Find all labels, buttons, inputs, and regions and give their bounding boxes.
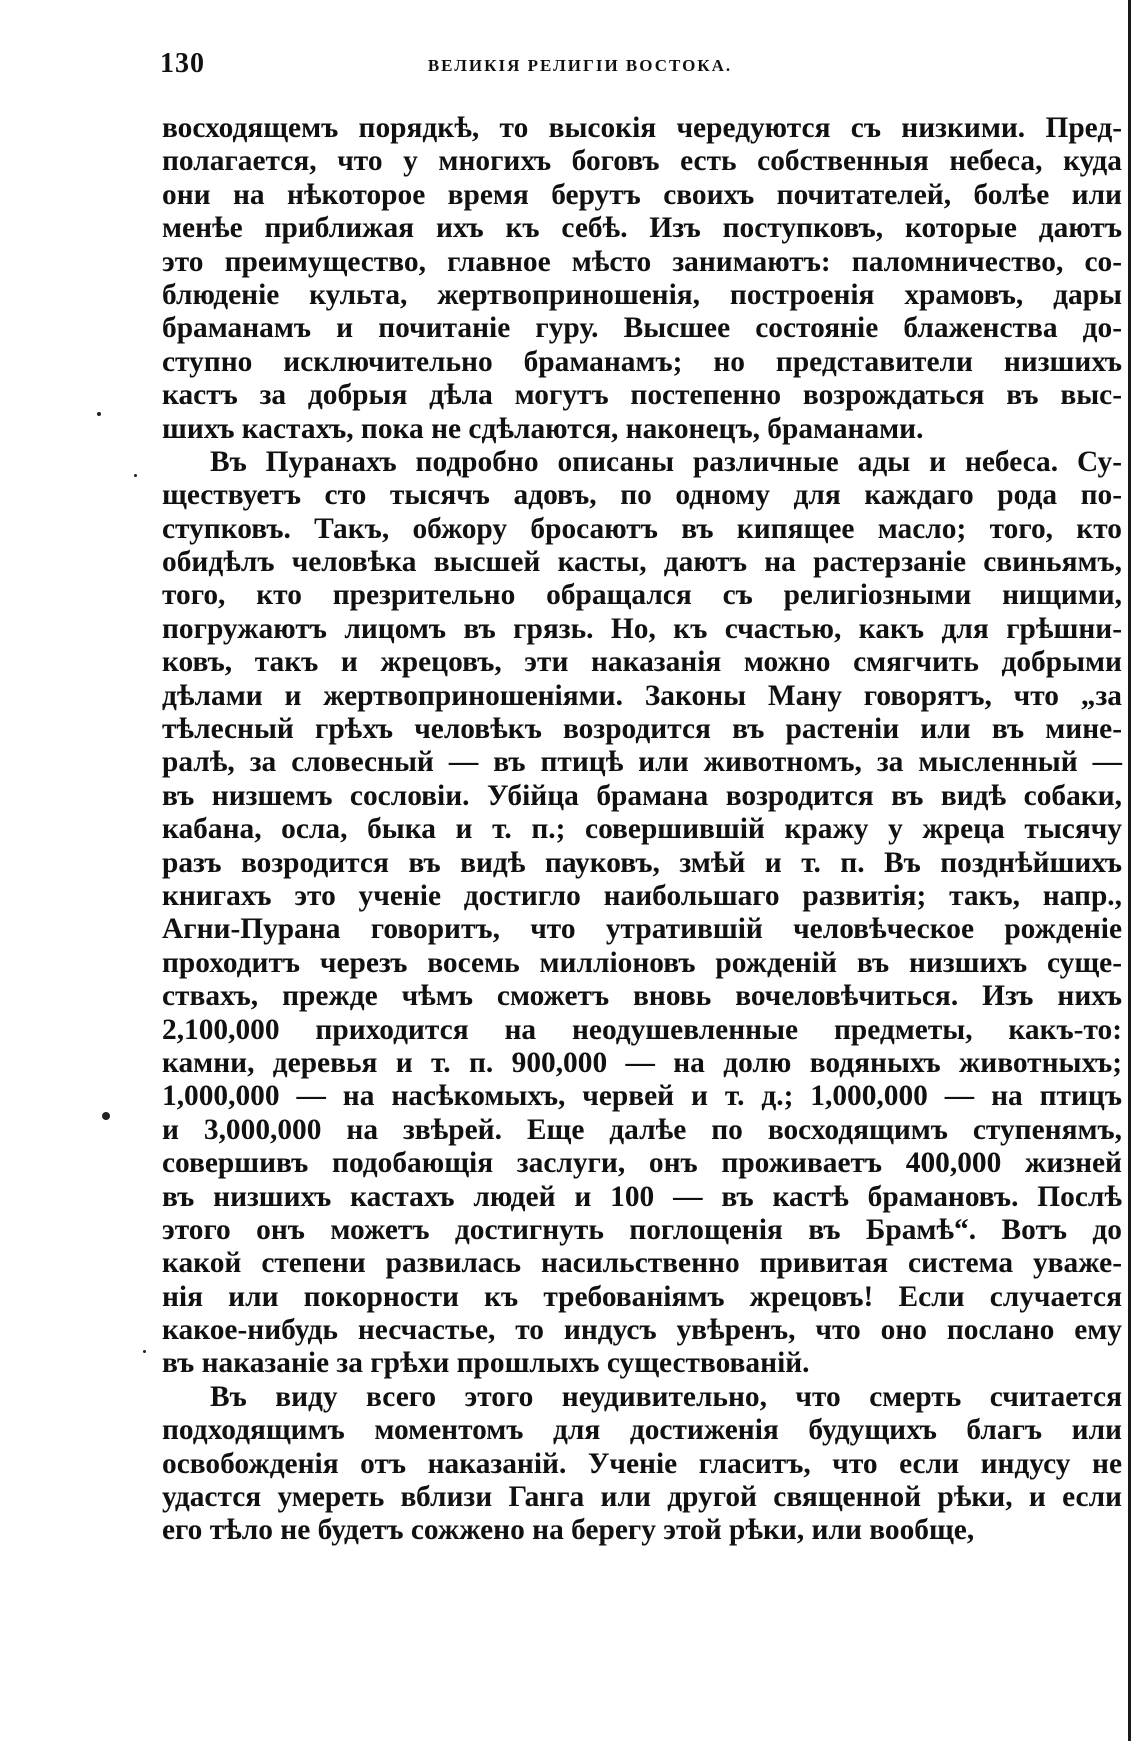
text-line: ступно исключительно браманамъ; но представители низшихъ bbox=[162, 345, 1122, 378]
ink-speck bbox=[102, 1112, 110, 1120]
text-line: въ низшемъ сословіи. Убійца брамана возродится въ видѣ собаки, bbox=[162, 779, 1122, 812]
text-line: ковъ, такъ и жрецовъ, эти наказанія можно смягчить добрыми bbox=[162, 646, 1122, 679]
text-line: кастъ за добрыя дѣла могутъ постепенно возрождаться въ выс- bbox=[162, 379, 1122, 412]
text-line: какой степени развилась насильственно привитая система уваже- bbox=[162, 1247, 1122, 1280]
text-line: подходящимъ моментомъ для достиженія будущихъ благъ или bbox=[162, 1414, 1122, 1447]
text-line: какое-нибудь несчастье, то индусъ увѣренъ, что оно послано ему bbox=[162, 1314, 1122, 1347]
text-line: менѣе приближая ихъ къ себѣ. Изъ поступковъ, которые даютъ bbox=[162, 212, 1122, 245]
text-line: 1,000,000 — на насѣкомыхъ, червей и т. д.; 1,000,000 — на птицъ bbox=[162, 1080, 1122, 1113]
ink-speck bbox=[134, 474, 137, 477]
text-line: ступковъ. Такъ, обжору бросаютъ въ кипящее масло; того, кто bbox=[162, 512, 1122, 545]
paragraph bbox=[162, 112, 1122, 446]
text-line: они на нѣкоторое время берутъ своихъ почитателей, болѣе или bbox=[162, 178, 1122, 211]
text-line: ствахъ, прежде чѣмъ сможетъ вновь вочеловѣчиться. Изъ нихъ bbox=[162, 980, 1122, 1013]
text-line: ществуетъ сто тысячъ адовъ, по одному для каждаго рода по- bbox=[162, 479, 1122, 512]
text-line: Въ виду всего этого неудивительно, что смерть считается bbox=[210, 1380, 1122, 1413]
ink-speck bbox=[97, 412, 101, 416]
text-line: книгахъ это ученіе достигло наибольшаго развитія; такъ, напр., bbox=[162, 879, 1122, 912]
page-header bbox=[160, 48, 1120, 88]
text-line: въ наказаніе за грѣхи прошлыхъ существованій. bbox=[162, 1347, 810, 1380]
text-line: кабана, осла, быка и т. п.; совершившій кражу у жреца тысячу bbox=[162, 813, 1122, 846]
text-line: камни, деревья и т. п. 900,000 — на долю водяныхъ животныхъ; bbox=[162, 1046, 1122, 1079]
text-line: и 3,000,000 на звѣрей. Еще далѣе по восходящимъ ступенямъ, bbox=[162, 1113, 1122, 1146]
text-line: совершивъ подобающія заслуги, онъ проживаетъ 400,000 жизней bbox=[162, 1147, 1122, 1180]
text-line: освобожденія отъ наказаній. Ученіе гласитъ, что если индусу не bbox=[162, 1447, 1122, 1480]
text-line: разъ возродится въ видѣ пауковъ, змѣй и т. п. Въ позднѣйшихъ bbox=[162, 846, 1122, 879]
text-line: тѣлесный грѣхъ человѣкъ возродится въ растеніи или въ мине- bbox=[162, 713, 1122, 746]
text-line: 2,100,000 приходится на неодушевленные предметы, какъ-то: bbox=[162, 1013, 1122, 1046]
text-line: нія или покорности къ требованіямъ жрецовъ! Если случается bbox=[162, 1280, 1122, 1313]
text-line: восходящемъ порядкѣ, то высокія чередуются съ низкими. Пред- bbox=[162, 112, 1122, 144]
text-line: ралѣ, за словесный — въ птицѣ или животномъ, за мысленный — bbox=[162, 746, 1122, 779]
text-line: въ низшихъ кастахъ людей и 100 — въ кастѣ брамановъ. Послѣ bbox=[162, 1180, 1122, 1213]
text-line: дѣлами и жертвоприношеніями. Законы Ману говорятъ, что „за bbox=[162, 679, 1122, 712]
text-line: полагается, что у многихъ боговъ есть собственныя небеса, куда bbox=[162, 145, 1122, 178]
running-title: ВЕЛИКІЯ РЕЛИГІИ ВОСТОКА. bbox=[427, 56, 733, 75]
text-line: этого онъ можетъ достигнуть поглощенія въ Брамѣ“. Вотъ до bbox=[162, 1213, 1122, 1246]
text-line: Агни-Пурана говоритъ, что утратившій человѣческое рожденіе bbox=[162, 913, 1122, 946]
page-number: 130 bbox=[160, 48, 205, 79]
text-line: браманамъ и почитаніе гуру. Высшее состояніе блаженства до- bbox=[162, 312, 1122, 345]
text-line: блюденіе культа, жертвоприношенія, построенія храмовъ, дары bbox=[162, 278, 1122, 311]
paragraph bbox=[162, 1381, 1122, 1548]
text-line: проходитъ черезъ восемь милліоновъ рожденій въ низшихъ суще- bbox=[162, 946, 1122, 979]
text-line: того, кто презрительно обращался съ религіозными нищими, bbox=[162, 579, 1122, 612]
text-line: это преимущество, главное мѣсто занимаютъ: паломничество, со- bbox=[162, 245, 1122, 278]
text-line: шихъ кастахъ, пока не сдѣлаются, наконецъ, браманами. bbox=[162, 412, 924, 445]
page-edge-rule bbox=[1128, 0, 1131, 1741]
text-line: удастся умереть вблизи Ганга или другой священной рѣки, и если bbox=[162, 1481, 1122, 1514]
body-text bbox=[162, 112, 1122, 1548]
text-line: Въ Пуранахъ подробно описаны различные ады и небеса. Су- bbox=[210, 445, 1122, 478]
ink-speck bbox=[143, 1350, 146, 1353]
text-line: его тѣло не будетъ сожжено на берегу этой рѣки, или вообще, bbox=[162, 1514, 975, 1547]
text-line: обидѣлъ человѣка высшей касты, даютъ на растерзаніе свиньямъ, bbox=[162, 546, 1122, 579]
paragraph bbox=[162, 446, 1122, 1381]
text-line: погружаютъ лицомъ въ грязь. Но, къ счастью, какъ для грѣшни- bbox=[162, 612, 1122, 645]
